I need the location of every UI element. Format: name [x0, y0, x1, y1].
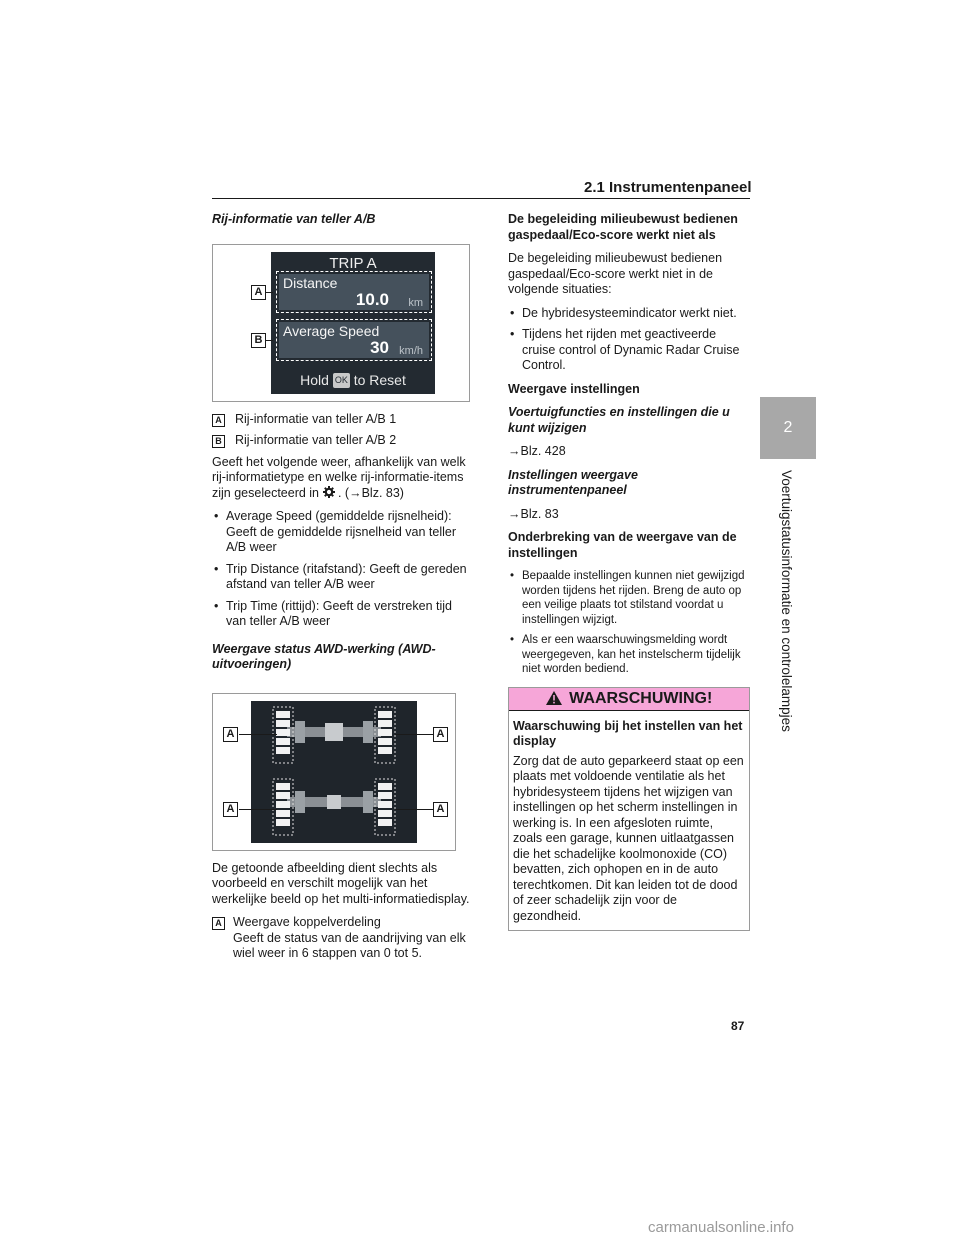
warning-title: Waarschuwing bij het instellen van het display [513, 718, 743, 748]
warning-header [509, 688, 749, 711]
leader-line-b [265, 340, 273, 341]
settings-heading: Weergave instellingen [508, 381, 640, 396]
speed-label: Average Speed [283, 322, 380, 339]
header-rule [212, 198, 750, 199]
list-item: • Average Speed (gemiddelde rijsnelheid): Geeft de gemiddelde rijsnelheid van teller A/B weer [212, 509, 470, 556]
chapter-title: Voertuigstatusinformatie en controlelampjes [779, 470, 794, 732]
leader-line-a2 [395, 734, 433, 735]
trip-title: TRIP A [329, 254, 377, 272]
eco-text: De begeleiding milieubewust bedienen gaspedaal/Eco-score werkt niet in de volgende situaties: [508, 251, 723, 296]
leader-line-a1 [239, 734, 277, 735]
callout-b-text: Rij-informatie van teller A/B 2 [235, 433, 397, 447]
leader-line-a3 [239, 809, 277, 810]
figure-label-b: B [251, 333, 266, 348]
eco-bullets [508, 306, 750, 374]
leader-line-a [265, 292, 273, 293]
awd-callout-letter: A [212, 917, 225, 930]
intro-paragraph [212, 455, 470, 502]
awd-callout [212, 915, 470, 962]
callout-b [212, 433, 470, 449]
callout-a-text: Rij-informatie van teller A/B 1 [235, 411, 397, 426]
vehicle-heading: Voertuigfuncties en instellingen die u kunt wijzigen [508, 405, 730, 435]
speed-unit: km/h [399, 344, 423, 357]
list-item: • Als er een waarschuwingsmelding wordt weergegeven, kan het instelscherm tijdelijk niet worden bediend. [508, 633, 750, 677]
trip-footer [271, 373, 435, 389]
awd-callout-body [233, 915, 470, 962]
figure-label-a2: A [433, 727, 448, 742]
warning-body [509, 711, 749, 931]
figure-label-a4: A [433, 802, 448, 817]
figure-label-a3: A [223, 802, 238, 817]
section-title: 2.1 Instrumentenpaneel [584, 179, 752, 196]
intro-ref-link[interactable]: . (→Blz. 83) [337, 485, 404, 500]
speed-value: 30 [370, 337, 389, 357]
awd-callout-text: Geeft de status van de aandrijving van elk wiel weer in 6 stappen van 0 tot 5. [233, 930, 466, 960]
distance-label: Distance [283, 274, 338, 291]
trip-bullets [212, 509, 470, 630]
eco-heading: De begeleiding milieubewust bedienen gaspedaal/Eco-score werkt niet als [508, 212, 738, 242]
awd-screen [251, 701, 417, 843]
callout-b-letter: B [212, 435, 225, 448]
awd-heading: Weergave status AWD-werking (AWD-uitvoeringen) [212, 641, 436, 671]
list-item: • Trip Distance (ritafstand): Geeft de gereden afstand van teller A/B weer [212, 562, 470, 593]
list-item: • Bepaalde instellingen kunnen niet gewijzigd worden tijdens het rijden. Breng de auto op een veilige plaats tot stilstand voordat u instellingen wijzigt. [508, 569, 750, 627]
warning-text: Zorg dat de auto geparkeerd staat op een plaats met voldoende ventilatie als het hybridesysteem tijdens het wijzigen van instellingen op het scherm instellingen in werking is. In een afgesloten ruimte, zoals een garage, kunnen uitlaatgassen die het schadelijke koolmonoxide (CO) bevatten, zich ophopen en in de auto terechtkomen. Dit kan leiden tot de dood of zeer schadelijk zijn voor de gezondheid. [513, 753, 744, 923]
vehicle-ref-link[interactable]: →Blz. 428 [508, 444, 566, 458]
chapter-tab[interactable]: 2 [760, 397, 816, 459]
awd-torque-diagram [251, 701, 417, 843]
list-item: • De hybridesysteemindicator werkt niet. [508, 306, 750, 322]
left-column [212, 212, 470, 968]
callout-a [212, 412, 470, 428]
warning-triangle-icon [546, 690, 562, 712]
awd-figure [212, 693, 456, 851]
intro-text: Geeft het volgende weer, afhankelijk van welk rij-informatietype en welke rij-informatie-items zijn geselecteerd in [212, 454, 466, 500]
list-item: • Tijdens het rijden met geactiveerde cruise control of Dynamic Radar Cruise Control. [508, 327, 750, 374]
right-column [508, 212, 750, 931]
trip-panel-distance [276, 271, 432, 313]
figure-label-a1: A [223, 727, 238, 742]
trip-figure [212, 244, 470, 402]
watermark: carmanualsonline.info [648, 1219, 794, 1236]
reset-text: to Reset [353, 371, 406, 388]
interrupt-bullets [508, 569, 750, 677]
awd-callout-title: Weergave koppelverdeling [233, 915, 381, 929]
figure-label-a: A [251, 285, 266, 300]
trip-heading: Rij-informatie van teller A/B [212, 212, 376, 226]
hold-text: Hold [300, 371, 329, 388]
trip-panel-speed [276, 319, 432, 361]
display-ref-link[interactable]: →Blz. 83 [508, 506, 559, 521]
distance-value: 10.0 [355, 289, 389, 309]
awd-note: De getoonde afbeelding dient slechts als voorbeeld en verschilt mogelijk van het werkelijke beeld op het multi-informatiedisplay. [212, 860, 470, 906]
gear-icon [323, 486, 335, 498]
page-number: 87 [731, 1019, 745, 1033]
callout-a-letter: A [212, 414, 225, 427]
list-item: • Trip Time (rittijd): Geeft de verstreken tijd van teller A/B weer [212, 599, 470, 630]
warning-box [508, 687, 750, 932]
warning-header-text: WAARSCHUWING! [569, 689, 713, 707]
interrupt-heading: Onderbreking van de weergave van de instellingen [508, 530, 737, 560]
trip-panel-speed-bg [279, 322, 429, 358]
display-heading: Instellingen weergave instrumentenpaneel [508, 467, 638, 497]
trip-panel-distance-bg [279, 274, 429, 310]
leader-line-a4 [395, 809, 433, 810]
trip-screen [271, 252, 435, 394]
distance-unit: km [408, 296, 423, 309]
ok-button-icon: OK [333, 373, 350, 389]
